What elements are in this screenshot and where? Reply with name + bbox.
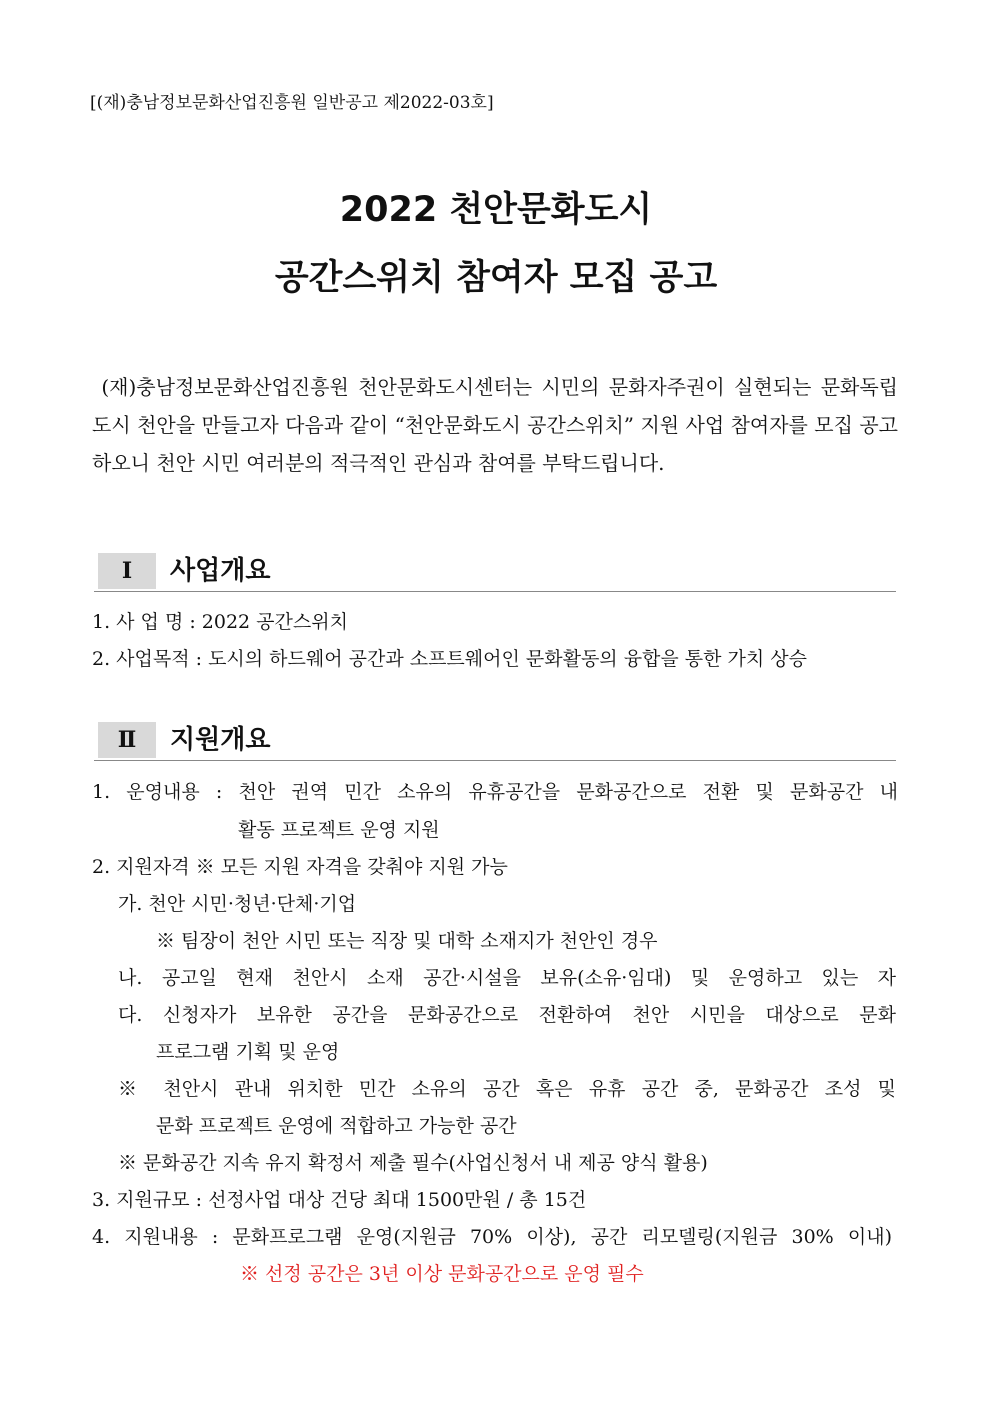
list-item: 프로그램 기획 및 운영 xyxy=(156,1041,340,1063)
note: 문화 프로젝트 운영에 적합하고 가능한 공간 xyxy=(156,1115,517,1137)
section-number: Ⅰ xyxy=(98,553,156,589)
list-item: 1. 사 업 명 : 2022 공간스위치 xyxy=(92,611,348,633)
page-title-line1: 2022 천안문화도시 xyxy=(339,190,653,230)
note: ※ 문화공간 지속 유지 확정서 제출 필수(사업신청서 내 제공 양식 활용) xyxy=(118,1152,708,1174)
list-item: 가. 천안 시민·청년·단체·기업 xyxy=(118,893,357,915)
section-title: 지원개요 xyxy=(170,725,271,755)
list-item: 4. 지원내용 : 문화프로그램 운영(지원금 70% 이상), 공간 리모델링(지원금 30% 이내) xyxy=(92,1226,892,1248)
list-item: 1. 운영내용 : 천안 권역 민간 소유의 유휴공간을 문화공간으로 전환 및 문화공간 내 xyxy=(92,781,898,803)
section-title: 사업개요 xyxy=(170,556,271,586)
list-item: 2. 지원자격 ※ 모든 지원 자격을 갖춰야 지원 가능 xyxy=(92,856,508,878)
note: ※ 팀장이 천안 시민 또는 직장 및 대학 소재지가 천안인 경우 xyxy=(156,930,658,952)
list-item: 활동 프로젝트 운영 지원 xyxy=(238,819,440,841)
list-item: 다. 신청자가 보유한 공간을 문화공간으로 전환하여 천안 시민을 대상으로 문화 xyxy=(118,1004,896,1026)
notice-number: [(재)충남정보문화산업진흥원 일반공고 제2022-03호] xyxy=(90,93,494,113)
section-header-support xyxy=(94,722,896,761)
intro-paragraph: (재)충남정보문화산업진흥원 천안문화도시센터는 시민의 문화자주권이 실현되는 문화독립도시 천안을 만들고자 다음과 같이 “천안문화도시 공간스위치” 지원 사업 참여자를 모집 공고하오니 천안 시민 여러분의 적극적인 관심과 참여를 부탁드립니다. xyxy=(92,375,898,475)
list-item: 나. 공고일 현재 천안시 소재 공간·시설을 보유(소유·임대) 및 운영하고 있는 자 xyxy=(118,967,896,989)
list-item: 3. 지원규모 : 선정사업 대상 건당 최대 1500만원 / 총 15건 xyxy=(92,1189,587,1211)
section-number: Ⅱ xyxy=(98,722,156,758)
warning-note: ※ 선정 공간은 3년 이상 문화공간으로 운영 필수 xyxy=(240,1263,644,1285)
note: ※ 천안시 관내 위치한 민간 소유의 공간 혹은 유휴 공간 중, 문화공간 조성 및 xyxy=(118,1078,896,1100)
list-item: 2. 사업목적 : 도시의 하드웨어 공간과 소프트웨어인 문화활동의 융합을 통한 가치 상승 xyxy=(92,648,808,670)
page-title-line2: 공간스위치 참여자 모집 공고 xyxy=(274,258,718,298)
section-header-overview xyxy=(94,553,896,592)
